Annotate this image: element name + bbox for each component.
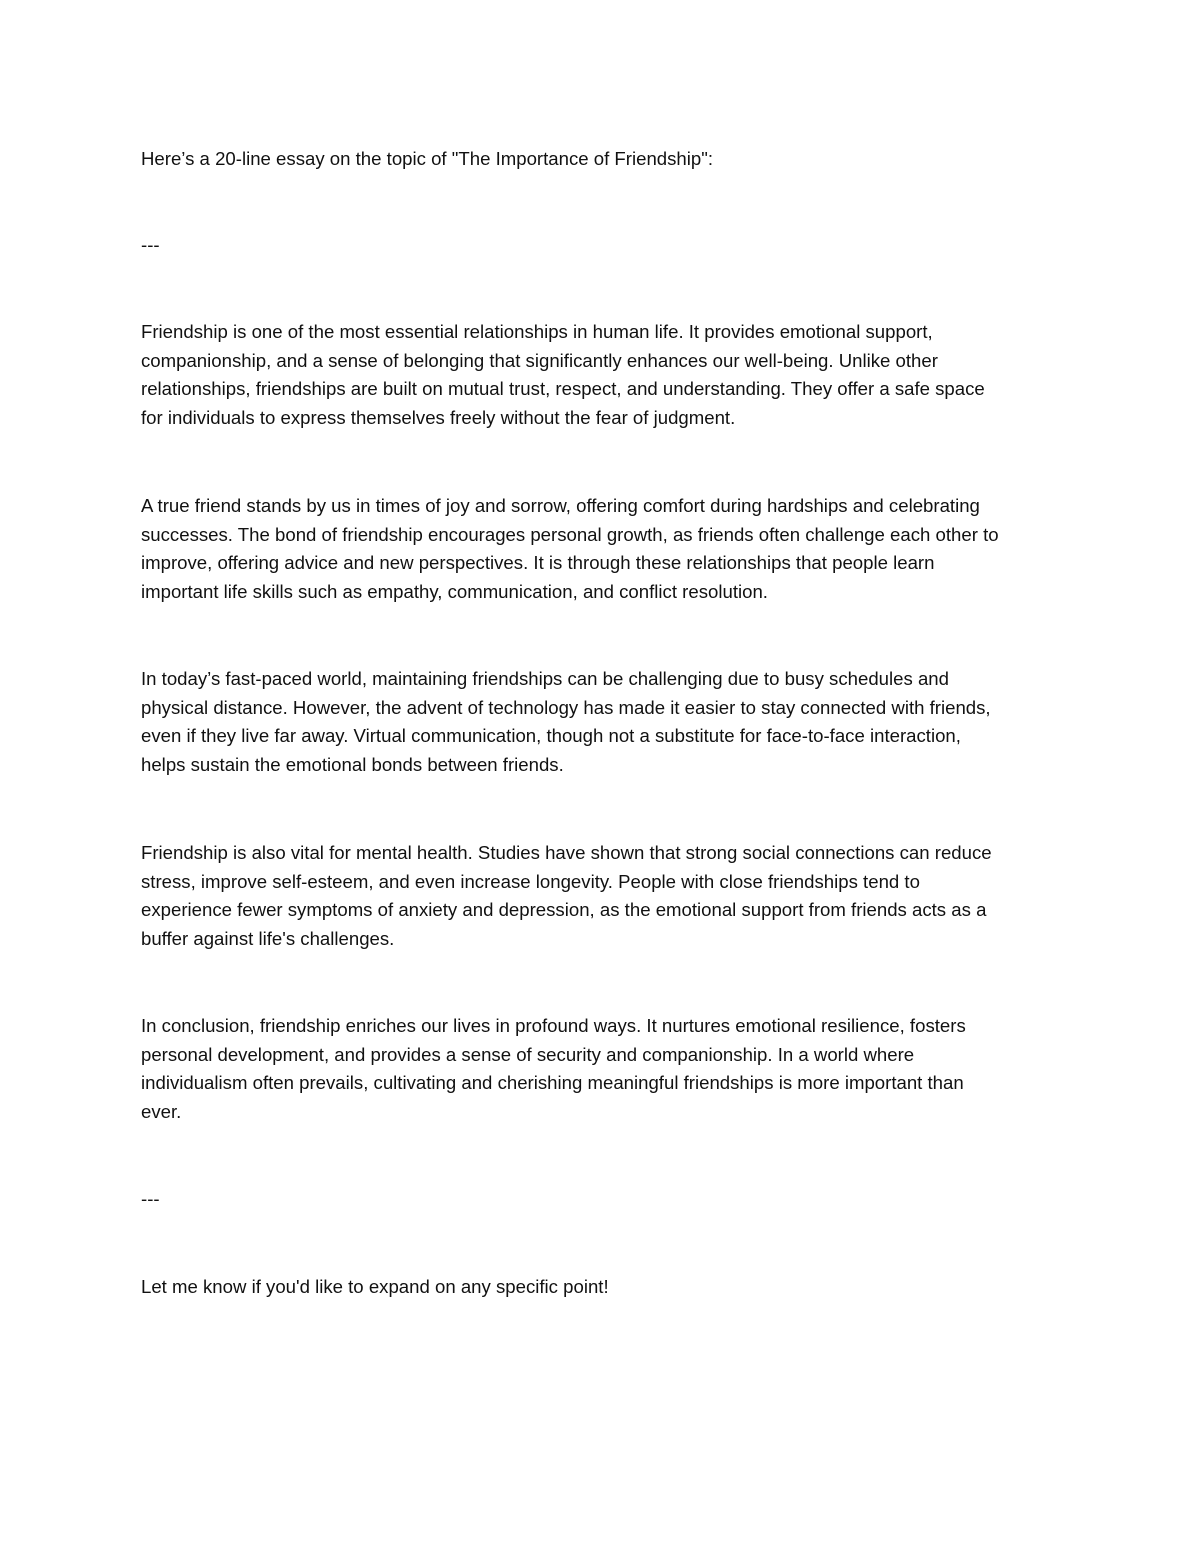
paragraph-line: A true friend stands by us in times of joy and sorrow, offering comfort during hardships and celebrating: [141, 495, 980, 516]
paragraph-4: [141, 839, 1061, 953]
paragraph-line: relationships, friendships are built on mutual trust, respect, and understanding. They offer a safe space: [141, 378, 985, 399]
paragraph-3: [141, 665, 1061, 779]
paragraph-line: buffer against life's challenges.: [141, 927, 395, 949]
closing-text: Let me know if you'd like to expand on any specific point!: [141, 1276, 609, 1297]
paragraph-1: [141, 318, 1061, 432]
paragraph-line: In conclusion, friendship enriches our lives in profound ways. It nurtures emotional resilience, fosters: [141, 1015, 966, 1036]
paragraph-line: helps sustain the emotional bonds between friends.: [141, 753, 564, 775]
paragraph-line: individualism often prevails, cultivating and cherishing meaningful friendships is more important than: [141, 1072, 964, 1093]
separator-top-text: ---: [141, 234, 160, 255]
paragraph-line: Friendship is also vital for mental health. Studies have shown that strong social connections can reduce: [141, 842, 992, 863]
paragraph-line: personal development, and provides a sense of security and companionship. In a world where: [141, 1043, 915, 1065]
closing-line: [141, 1273, 1061, 1302]
paragraph-line: companionship, and a sense of belonging that significantly enhances our well-being. Unlike other: [141, 349, 938, 371]
paragraph-line: for individuals to express themselves freely without the fear of judgment.: [141, 406, 736, 428]
paragraph-line: important life skills such as empathy, communication, and conflict resolution.: [141, 580, 768, 602]
paragraph-5: [141, 1012, 1061, 1126]
separator-bottom-text: ---: [141, 1188, 160, 1209]
separator-bottom: [141, 1185, 1061, 1214]
separator-top: [141, 231, 1061, 260]
paragraph-line: even if they live far away. Virtual communication, though not a substitute for face-to-face interaction,: [141, 725, 961, 746]
paragraph-line: Friendship is one of the most essential relationships in human life. It provides emotional support,: [141, 321, 933, 342]
paragraph-line: In today’s fast-paced world, maintaining friendships can be challenging due to busy schedules and: [141, 668, 949, 689]
paragraph-line: experience fewer symptoms of anxiety and depression, as the emotional support from friends acts as a: [141, 899, 987, 920]
intro-text: Here’s a 20-line essay on the topic of "The Importance of Friendship":: [141, 148, 714, 169]
intro-line: [141, 145, 1061, 174]
paragraph-line: successes. The bond of friendship encourages personal growth, as friends often challenge each other to: [141, 523, 999, 545]
paragraph-line: stress, improve self-esteem, and even increase longevity. People with close friendships tend to: [141, 870, 920, 892]
paragraph-line: physical distance. However, the advent of technology has made it easier to stay connected with friends,: [141, 696, 991, 718]
paragraph-line: ever.: [141, 1100, 182, 1122]
paragraph-line: improve, offering advice and new perspectives. It is through these relationships that people learn: [141, 552, 935, 573]
paragraph-2: [141, 492, 1061, 606]
